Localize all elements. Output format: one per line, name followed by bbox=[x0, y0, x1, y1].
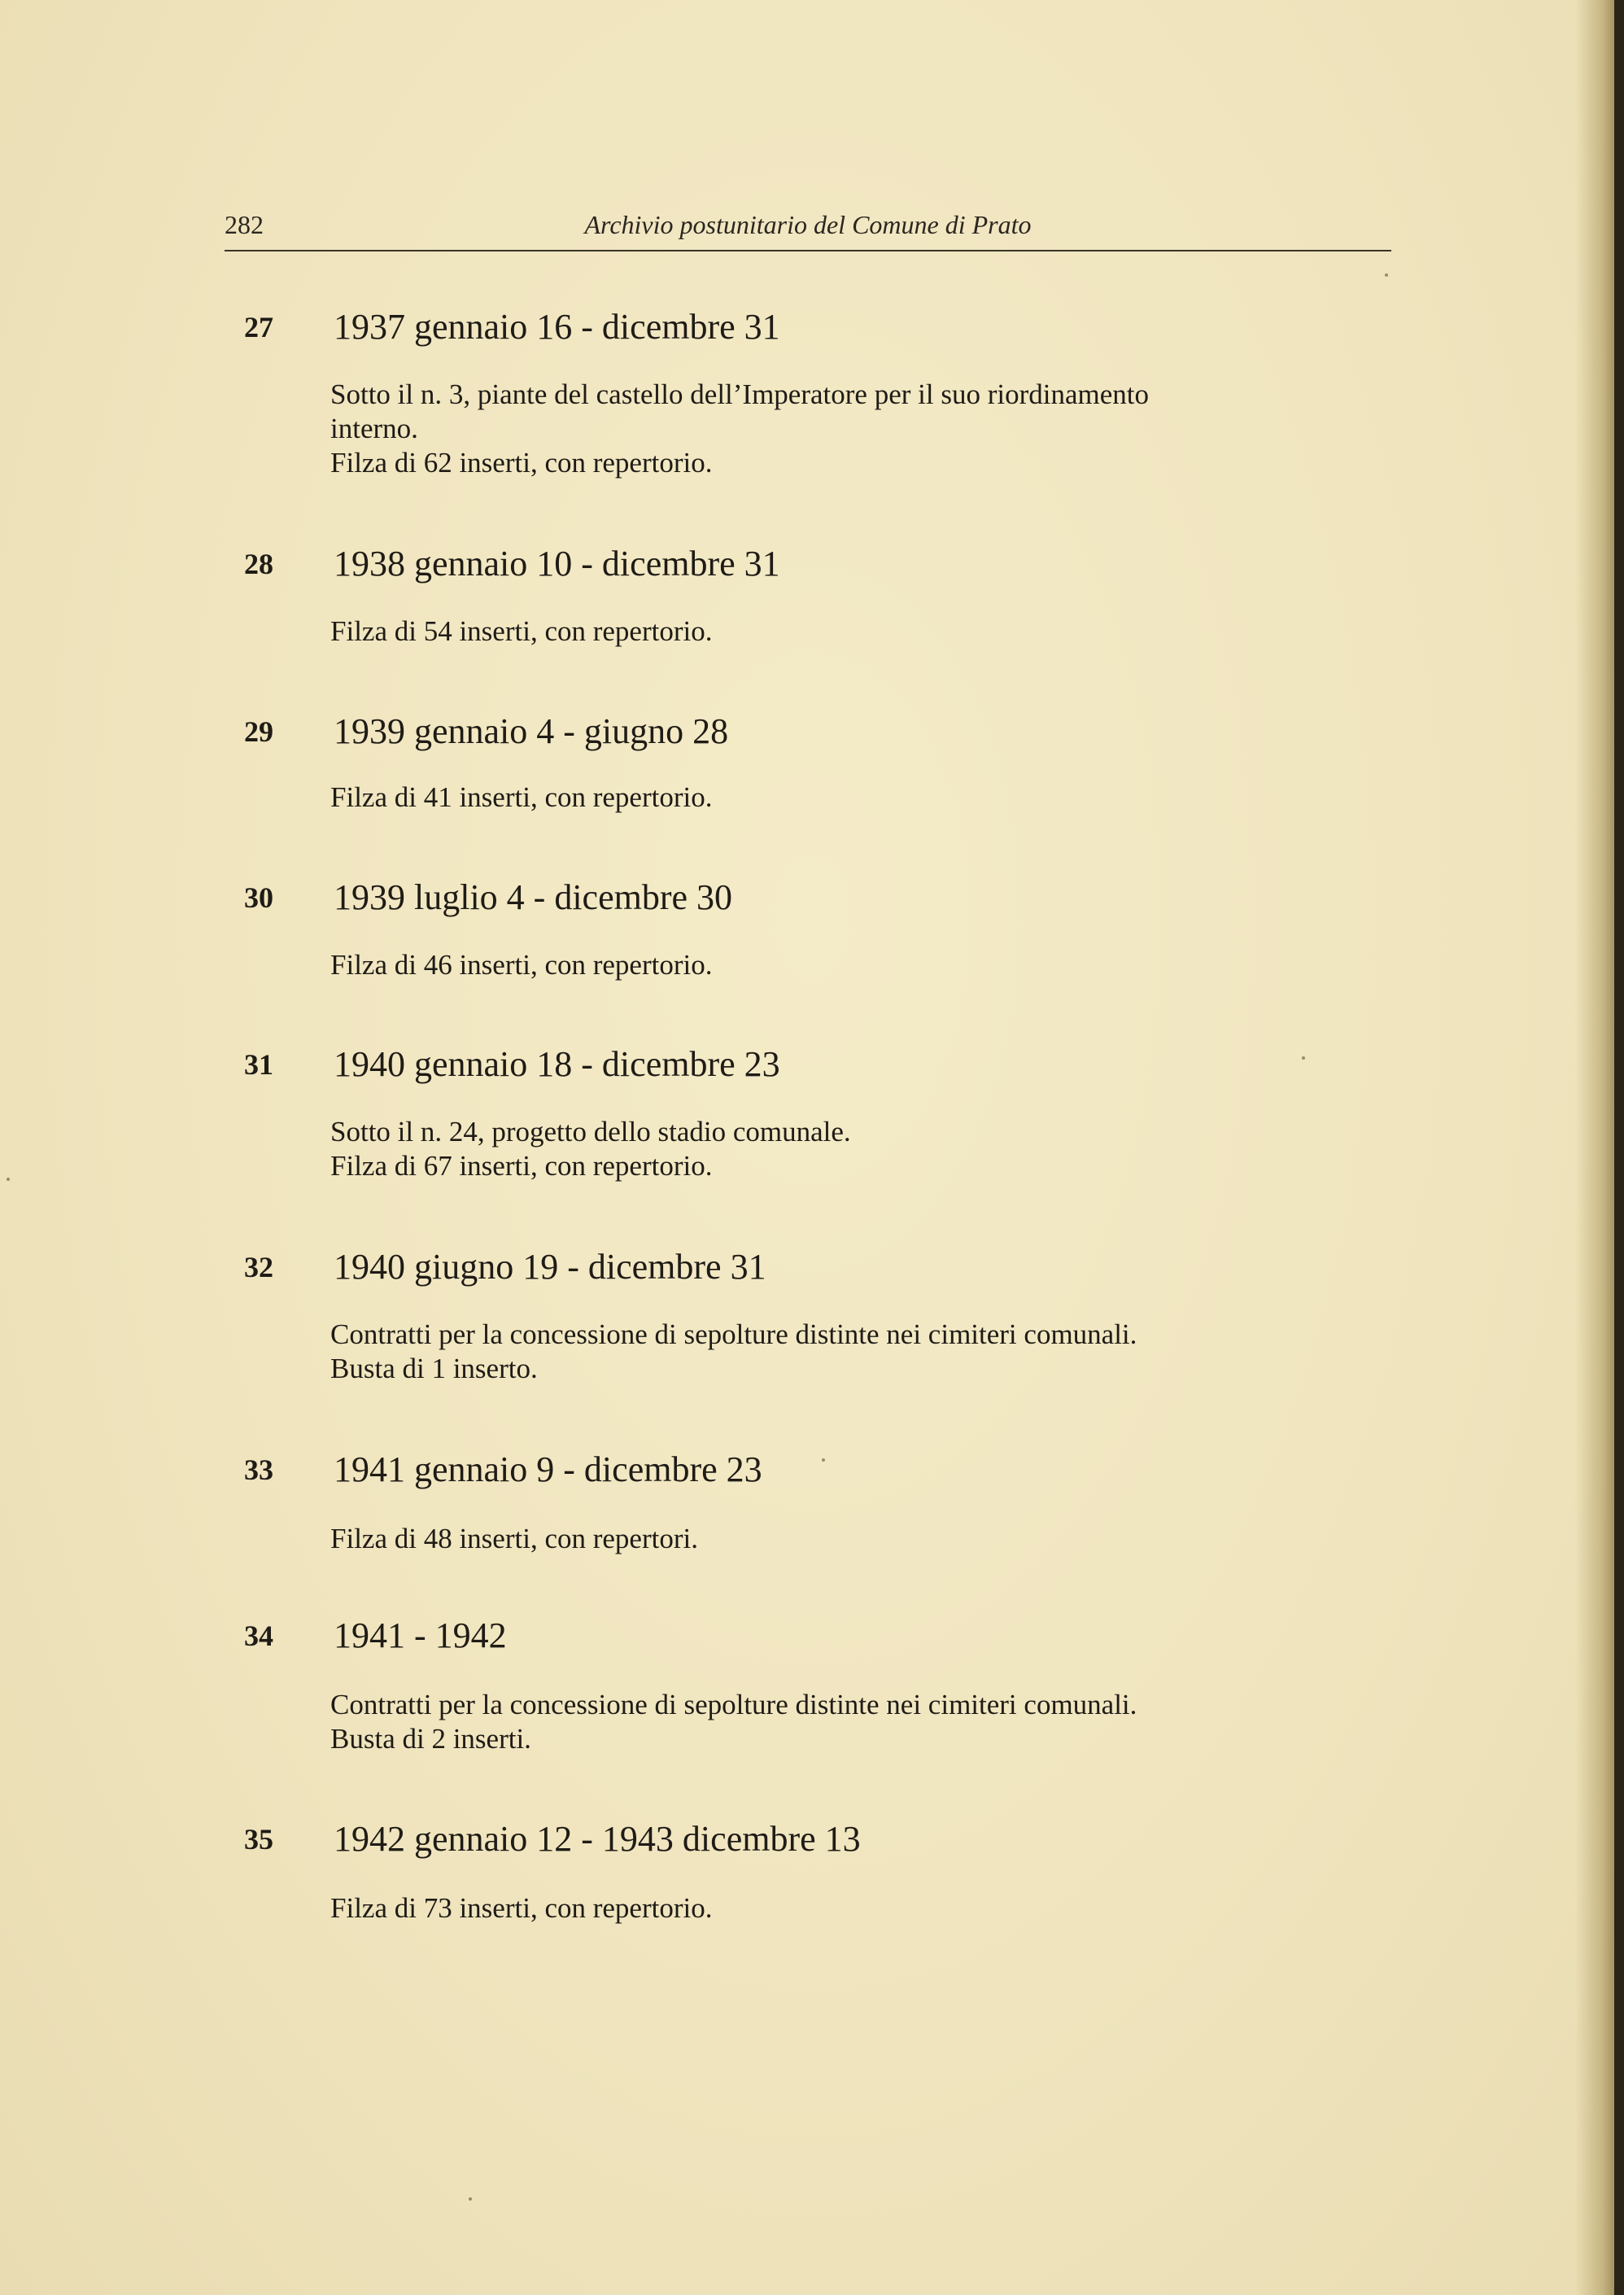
entry-note: Filza di 46 inserti, con repertorio. bbox=[330, 949, 713, 981]
entry-notes bbox=[330, 1522, 1399, 1556]
entry-date: 1938 gennaio 10 - dicembre 31 bbox=[334, 544, 780, 584]
entry-note: Filza di 54 inserti, con repertorio. bbox=[330, 615, 713, 647]
entry-date: 1940 giugno 19 - dicembre 31 bbox=[334, 1247, 766, 1287]
page-number: 282 bbox=[225, 210, 264, 239]
entry-note: Filza di 62 inserti, con repertorio. bbox=[330, 447, 713, 479]
entry-date: 1939 luglio 4 - dicembre 30 bbox=[334, 877, 733, 917]
entry-number: 28 bbox=[244, 548, 273, 580]
entry-number: 33 bbox=[244, 1454, 273, 1486]
paper-speck bbox=[7, 1178, 10, 1181]
entry-note: Busta di 1 inserto. bbox=[330, 1353, 538, 1384]
entry-note: Sotto il n. 24, progetto dello stadio comunale. bbox=[330, 1116, 851, 1148]
entry-note: Filza di 73 inserti, con repertorio. bbox=[330, 1892, 713, 1924]
entry-number: 27 bbox=[244, 311, 273, 343]
running-title: Archivio postunitario del Comune di Prato bbox=[584, 210, 1032, 239]
entry-date: 1941 gennaio 9 - dicembre 23 bbox=[334, 1449, 762, 1489]
paper-speck bbox=[469, 2197, 472, 2201]
entry-number: 31 bbox=[244, 1048, 273, 1081]
entry-number: 34 bbox=[244, 1620, 273, 1652]
entry-note: interno. bbox=[330, 413, 418, 444]
entry-note: Busta di 2 inserti. bbox=[330, 1723, 531, 1755]
entry-number: 30 bbox=[244, 881, 273, 914]
entry-number: 29 bbox=[244, 715, 273, 748]
entry-note: Filza di 41 inserti, con repertorio. bbox=[330, 781, 713, 813]
page-header bbox=[225, 207, 1391, 247]
entry-note: Filza di 48 inserti, con repertori. bbox=[330, 1523, 698, 1554]
entry-date: 1937 gennaio 16 - dicembre 31 bbox=[334, 307, 780, 347]
entry-note: Filza di 67 inserti, con repertorio. bbox=[330, 1150, 713, 1182]
entry-notes bbox=[330, 1318, 1399, 1386]
page-edge bbox=[1614, 0, 1624, 2295]
entry-notes bbox=[330, 948, 1399, 982]
entry-notes bbox=[330, 378, 1399, 480]
entry-note: Contratti per la concessione di sepolture distinte nei cimiteri comunali. bbox=[330, 1689, 1137, 1720]
entry-notes bbox=[330, 1891, 1399, 1926]
entry-date: 1941 - 1942 bbox=[334, 1615, 507, 1655]
entry-date: 1942 gennaio 12 - 1943 dicembre 13 bbox=[334, 1819, 861, 1859]
entry-notes bbox=[330, 614, 1399, 649]
entry-date: 1939 gennaio 4 - giugno 28 bbox=[334, 711, 729, 751]
entry-number: 35 bbox=[244, 1823, 273, 1856]
paper-speck bbox=[1302, 1056, 1305, 1060]
entry-note: Sotto il n. 3, piante del castello dell’Imperatore per il suo riordinamento bbox=[330, 378, 1149, 410]
header-rule bbox=[225, 250, 1391, 251]
entry-notes bbox=[330, 1688, 1399, 1756]
entry-number: 32 bbox=[244, 1251, 273, 1283]
paper-speck bbox=[1385, 273, 1388, 277]
entry-date: 1940 gennaio 18 - dicembre 23 bbox=[334, 1044, 780, 1084]
paper-speck bbox=[822, 1458, 825, 1462]
entry-note: Contratti per la concessione di sepolture distinte nei cimiteri comunali. bbox=[330, 1318, 1137, 1350]
entry-notes bbox=[330, 1115, 1399, 1183]
entry-notes bbox=[330, 780, 1399, 815]
